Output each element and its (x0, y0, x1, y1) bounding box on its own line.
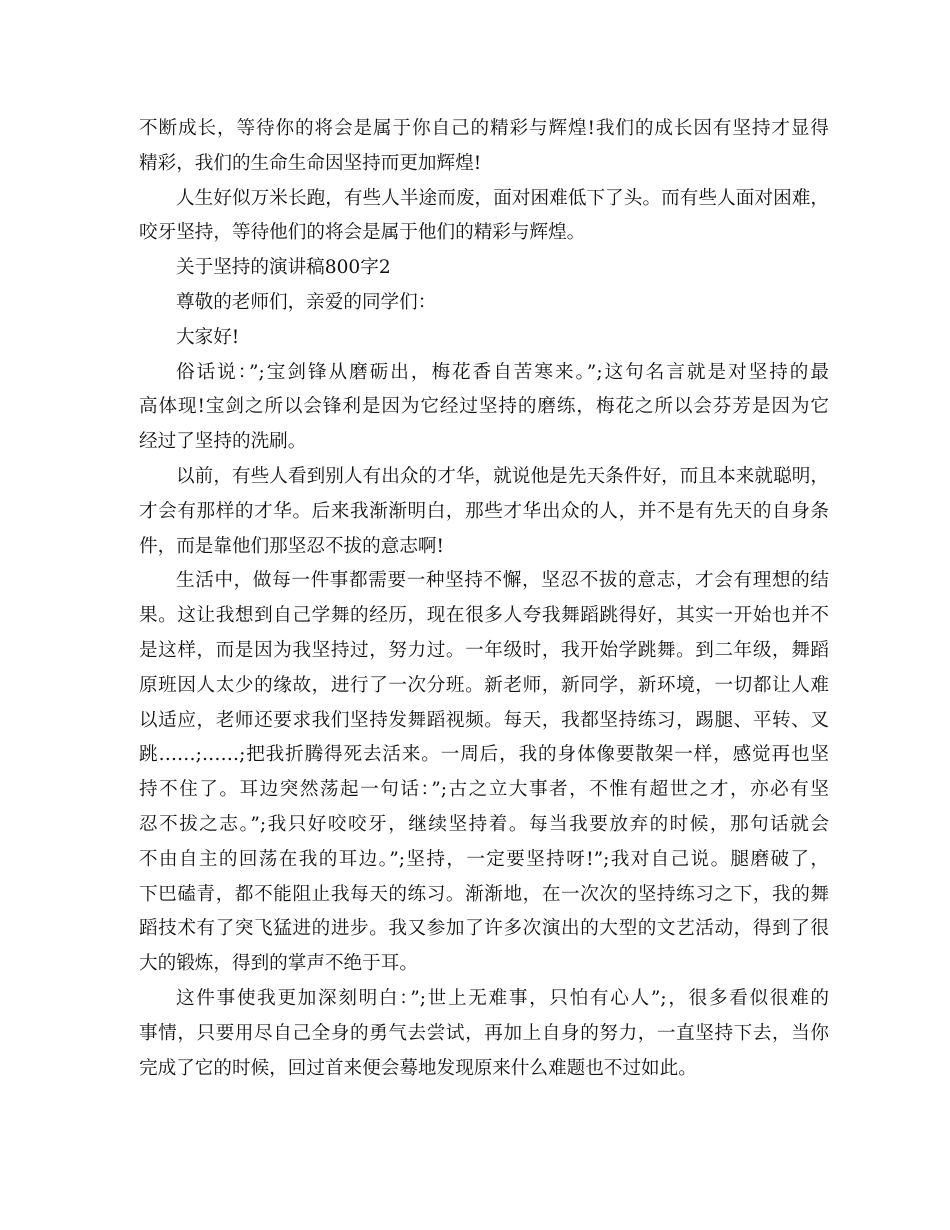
text-line: 精彩，我们的生命生命因坚持而更加辉煌! (139, 152, 482, 174)
text-line: 大家好! (176, 326, 240, 348)
text-line: 完成了它的时候，回过首来便会蓦地发现原来什么难题也不过如此。 (139, 1057, 697, 1079)
text-line: 生活中，做每一件事都需要一种坚持不懈，坚忍不拔的意志，才会有理想的结 (176, 570, 829, 592)
text-line: 高体现!宝剑之所以会锋利是因为它经过坚持的磨练，梅花之所以会芬芳是因为它 (139, 396, 829, 418)
text-line: 人生好似万米长跑，有些人半途而废，面对困难低下了头。而有些人面对困难， (176, 187, 829, 209)
text-line: 跳……;……;把我折腾得死去活来。一周后，我的身体像要散架一样，感觉再也坚 (139, 744, 829, 766)
text-line: 尊敬的老师们，亲爱的同学们： (176, 291, 437, 313)
text-line: 这件事使我更加深刻明白：”;世上无难事，只怕有心人”;，很多看似很难的 (176, 987, 829, 1009)
paragraph (139, 286, 829, 321)
text-line: 大的锻炼，得到的掌声不绝于耳。 (139, 953, 418, 975)
paragraph (139, 321, 829, 356)
text-line: 不由自主的回荡在我的耳边。”;坚持，一定要坚持呀!”;我对自己说。腿磨破了， (139, 848, 829, 870)
paragraph (139, 564, 829, 982)
paragraph (139, 460, 829, 564)
text-line: 持不住了。耳边突然荡起一句话：”;古之立大事者，不惟有超世之才，亦必有坚 (139, 779, 829, 801)
text-line: 是这样，而是因为我坚持过，努力过。一年级时，我开始学跳舞。到二年级，舞蹈 (139, 639, 829, 661)
document-body (139, 112, 829, 1086)
text-line: 以前，有些人看到别人有出众的才华，就说他是先天条件好，而且本来就聪明， (176, 465, 829, 487)
paragraph (139, 356, 829, 460)
text-line: 事情，只要用尽自己全身的勇气去尝试，再加上自身的努力，一直坚持下去，当你 (139, 1022, 829, 1044)
paragraph (139, 251, 829, 286)
text-line: 才会有那样的才华。后来我渐渐明白，那些才华出众的人，并不是有先天的自身条 (139, 500, 829, 522)
text-line: 蹈技术有了突飞猛进的进步。我又参加了许多次演出的大型的文艺活动，得到了很 (139, 918, 829, 940)
text-line: 关于坚持的演讲稿800字2 (176, 257, 391, 279)
text-line: 忍不拔之志。”;我只好咬咬牙，继续坚持着。每当我要放弃的时候，那句话就会 (139, 813, 829, 835)
text-line: 不断成长，等待你的将会是属于你自己的精彩与辉煌!我们的成长因有坚持才显得 (139, 118, 829, 139)
text-line: 俗话说：”;宝剑锋从磨砺出，梅花香自苦寒来。”;这句名言就是对坚持的最 (176, 361, 829, 383)
paragraph (139, 182, 829, 252)
text-line: 原班因人太少的缘故，进行了一次分班。新老师，新同学，新环境，一切都让人难 (139, 674, 829, 696)
text-line: 咬牙坚持，等待他们的将会是属于他们的精彩与辉煌。 (139, 222, 586, 244)
text-line: 以适应，老师还要求我们坚持发舞蹈视频。每天，我都坚持练习，踢腿、平转、叉 (139, 709, 829, 731)
paragraph (139, 112, 829, 182)
paragraph (139, 982, 829, 1086)
text-line: 果。这让我想到自己学舞的经历，现在很多人夸我舞蹈跳得好，其实一开始也并不 (139, 605, 829, 627)
text-line: 下巴磕青，都不能阻止我每天的练习。渐渐地，在一次次的坚持练习之下，我的舞 (139, 883, 829, 905)
text-line: 件，而是靠他们那坚忍不拔的意志啊! (139, 535, 444, 557)
text-line: 经过了坚持的洗刷。 (139, 431, 307, 453)
